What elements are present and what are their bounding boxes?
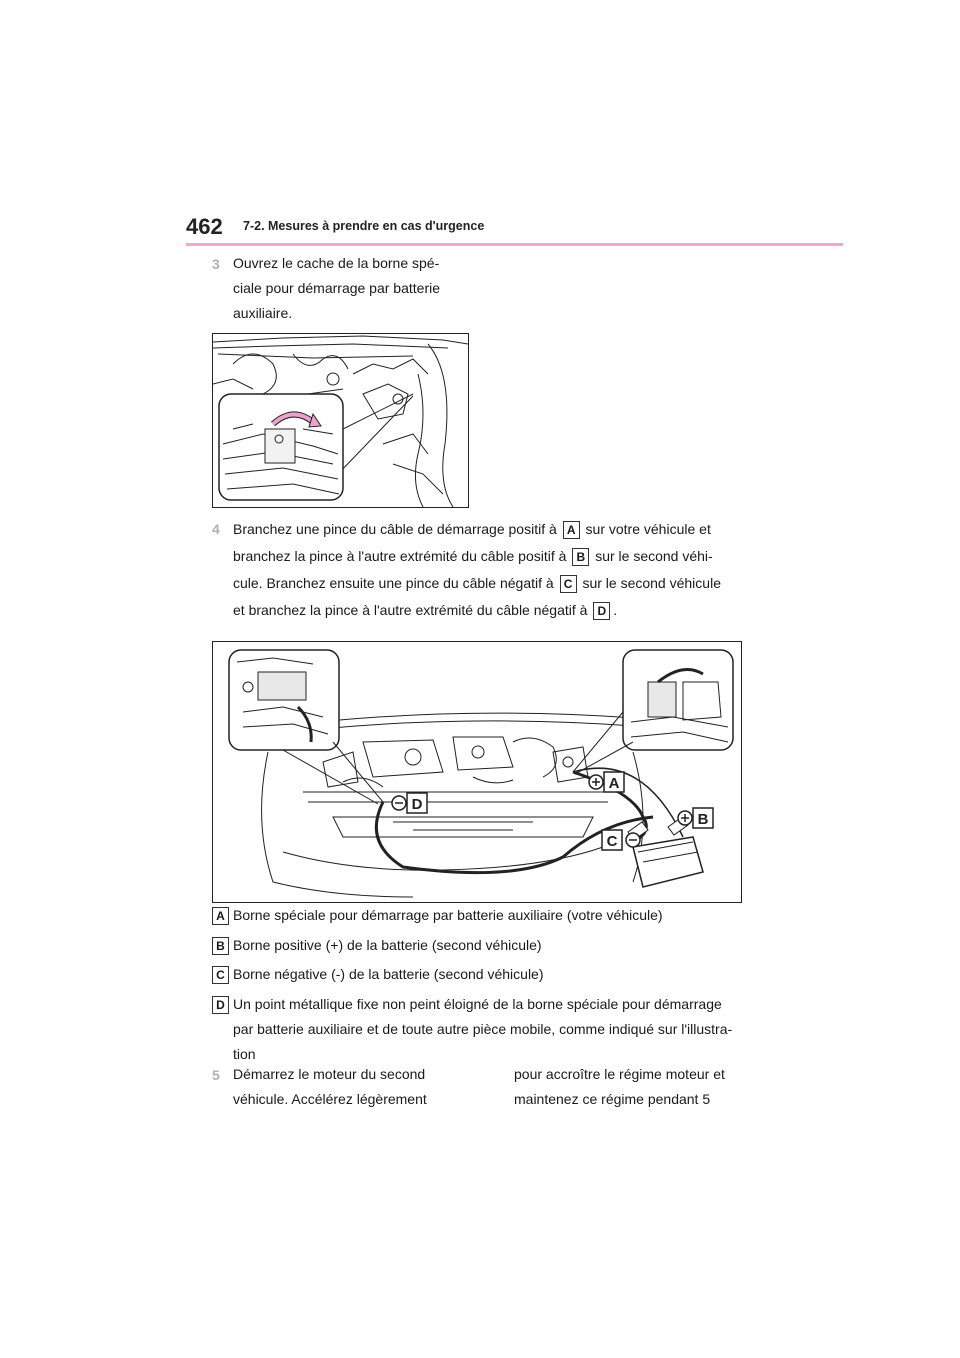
label-badge-d: D — [593, 602, 610, 620]
page-number: 462 — [186, 214, 223, 239]
text: sur votre véhicule et — [585, 521, 711, 537]
figure-label-a: A — [608, 775, 620, 792]
legend-text: Borne négative (-) de la batterie (second véhicule) — [233, 966, 544, 982]
step-5-text-col-2 — [514, 1062, 774, 1112]
legend-text: tion — [233, 1046, 256, 1062]
text: . — [613, 602, 618, 618]
step-5-line: maintenez ce régime pendant 5 — [514, 1091, 711, 1107]
text: sur le second véhi- — [595, 548, 713, 564]
step-4-text — [233, 516, 833, 624]
figure-label-b: B — [697, 811, 709, 828]
legend-text: Borne positive (+) de la batterie (second véhicule) — [233, 937, 542, 953]
text: sur le second véhicule — [582, 575, 721, 591]
legend-text: Un point métallique fixe non peint éloigné de la borne spéciale pour démarrage — [233, 996, 722, 1012]
step-4-line-2 — [233, 543, 833, 570]
step-4-line-1 — [233, 516, 833, 543]
header-rule — [186, 243, 843, 246]
legend-item-c — [212, 962, 752, 987]
figure-label-c: C — [606, 833, 618, 850]
step-number-3: 3 — [212, 256, 220, 272]
step-5-line: Démarrez le moteur du second — [233, 1066, 426, 1082]
step-5-line: pour accroître le régime moteur et — [514, 1066, 725, 1082]
legend-item-d — [212, 992, 752, 1067]
text: branchez la pince à l'autre extrémité du câble positif à — [233, 548, 567, 564]
step-3-line: ciale pour démarrage par batterie — [233, 280, 441, 296]
step-3-line: Ouvrez le cache de la borne spé- — [233, 255, 440, 271]
step-5-line: véhicule. Accélérez légèrement — [233, 1091, 427, 1107]
engine-bay-illustration — [213, 334, 468, 507]
text: Branchez une pince du câble de démarrage positif à — [233, 521, 557, 537]
section-title: 7-2. Mesures à prendre en cas d'urgence — [243, 219, 485, 233]
text: cule. Branchez ensuite une pince du câble négatif à — [233, 575, 554, 591]
step-number-5: 5 — [212, 1067, 220, 1083]
text: et branchez la pince à l'autre extrémité du câble négatif à — [233, 602, 588, 618]
label-badge-c: C — [560, 575, 577, 593]
label-badge-a: A — [563, 521, 580, 539]
step-number-4: 4 — [212, 521, 220, 537]
figure-jump-start — [212, 641, 742, 903]
legend-item-a — [212, 903, 752, 928]
figure-terminal-cover — [212, 333, 469, 508]
step-4-line-3 — [233, 570, 833, 597]
label-badge-d: D — [212, 996, 229, 1014]
jump-start-illustration — [213, 642, 741, 902]
label-badge-b: B — [212, 937, 229, 955]
step-5-text-col-1 — [233, 1062, 483, 1112]
legend-item-b — [212, 933, 752, 958]
label-badge-a: A — [212, 907, 229, 925]
figure-label-d: D — [411, 796, 423, 813]
step-3-line: auxiliaire. — [233, 305, 293, 321]
label-badge-c: C — [212, 966, 229, 984]
step-3-text — [233, 251, 473, 326]
label-badge-b: B — [572, 548, 589, 566]
legend-text: Borne spéciale pour démarrage par batterie auxiliaire (votre véhicule) — [233, 907, 663, 923]
step-4-line-4 — [233, 597, 833, 624]
legend-text: par batterie auxiliaire et de toute autre pièce mobile, comme indiqué sur l'illustra- — [233, 1021, 733, 1037]
